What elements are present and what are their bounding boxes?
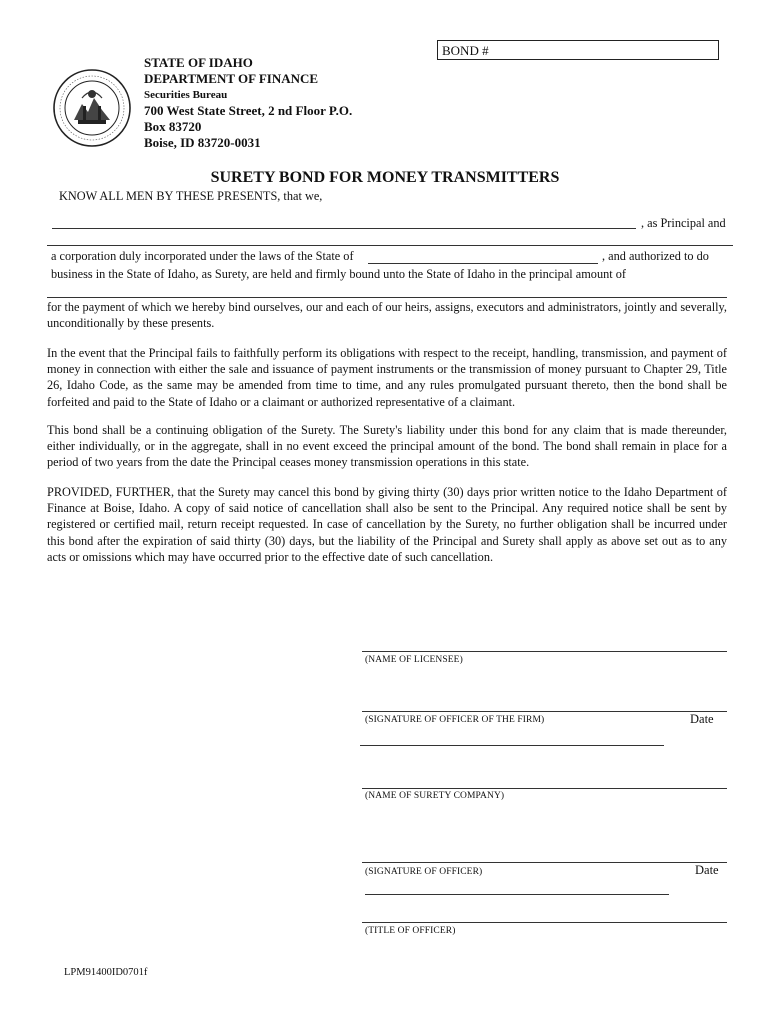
officer-firm-label: (SIGNATURE OF OFFICER OF THE FIRM) (365, 715, 545, 725)
paragraph-forfeiture: In the event that the Principal fails to faithfully perform its obligations with respect to the receipt, handling, transmission, and payment of money in connection with either the sale and issuance of payment instruments or the transmission of money pursuant to Chapter 29, Title 26, Idaho Code, as the same may be amended from time to time, and any rules promulgated pursuant thereto, then the bond shall be forfeited and paid to the State of Idaho or a claimant or authorized representative of a claimant. (47, 346, 727, 409)
business-line: business in the State of Idaho, as Surety, are held and firmly bound unto the State of Idaho in the principal amount of (51, 267, 626, 281)
principal-amount-field[interactable] (47, 297, 727, 298)
surety-company-field[interactable] (362, 788, 727, 789)
department-name: DEPARTMENT OF FINANCE (144, 71, 319, 86)
state-name: STATE OF IDAHO (144, 55, 253, 70)
paragraph-cancellation: PROVIDED, FURTHER, that the Surety may cancel this bond by giving thirty (30) days prior written notice to the Idaho Department of Finance at Boise, Idaho. A copy of said notice of cancellation shall also be sent to the Principal. Any required notice shall be sent by registered or certified mail, return receipt requested. In case of cancellation by the Surety, no further obligation shall be incurred under this bond after the expiration of said thirty (30) days, but the liability of the Principal and Surety shall apply as above set out as to any acts or omissions which may have occurred prior to the effective date of such cancellation. (47, 485, 727, 564)
state-of-incorporation-field[interactable] (368, 263, 598, 264)
principal-name-field[interactable] (52, 228, 636, 229)
officer-signature-field[interactable] (362, 862, 727, 863)
state-seal-icon (52, 68, 132, 148)
form-code: LPM91400ID0701f (64, 967, 148, 978)
date-label-2: Date (695, 863, 719, 877)
licensee-name-field[interactable] (362, 651, 727, 652)
document-title: SURETY BOND FOR MONEY TRANSMITTERS (210, 169, 560, 186)
divider (47, 245, 733, 246)
officer-title-label: (TITLE OF OFFICER) (365, 926, 456, 936)
bureau-name: Securities Bureau (144, 89, 228, 101)
bond-number-label: BOND # (442, 43, 489, 58)
date-label-1: Date (690, 712, 714, 726)
address-line-3: Boise, ID 83720-0031 (144, 135, 261, 150)
address-line-1: 700 West State Street, 2 nd Floor P.O. (144, 103, 353, 118)
agency-header (144, 55, 352, 151)
date-field-1[interactable] (360, 745, 664, 746)
intro-text: KNOW ALL MEN BY THESE PRESENTS, that we, (59, 189, 323, 203)
licensee-label: (NAME OF LICENSEE) (365, 655, 463, 665)
officer-signature-label: (SIGNATURE OF OFFICER) (365, 867, 483, 877)
bond-number-field[interactable] (437, 40, 719, 60)
officer-firm-signature-field[interactable] (362, 711, 727, 712)
corporation-prefix: a corporation duly incorporated under the laws of the State of (51, 249, 354, 263)
surety-company-label: (NAME OF SURETY COMPANY) (365, 791, 505, 801)
corporation-suffix: , and authorized to do (602, 249, 709, 263)
officer-title-field[interactable] (362, 922, 727, 923)
paragraph-payment: for the payment of which we hereby bind ourselves, our and each of our heirs, assigns, executors and administrators, jointly and severally, unconditionally by these presents. (47, 300, 727, 331)
date-field-2[interactable] (365, 894, 669, 895)
paragraph-continuing-obligation: This bond shall be a continuing obligation of the Surety. The Surety's liability under this bond for any claim that is made thereunder, either individually, or in the aggregate, shall in no event exceed the principal amount of the bond. The bond shall remain in place for a period of two years from the date the Principal ceases money transmission operations in this state. (47, 423, 727, 470)
address-line-2: Box 83720 (144, 119, 202, 134)
principal-suffix: , as Principal and (641, 216, 726, 230)
